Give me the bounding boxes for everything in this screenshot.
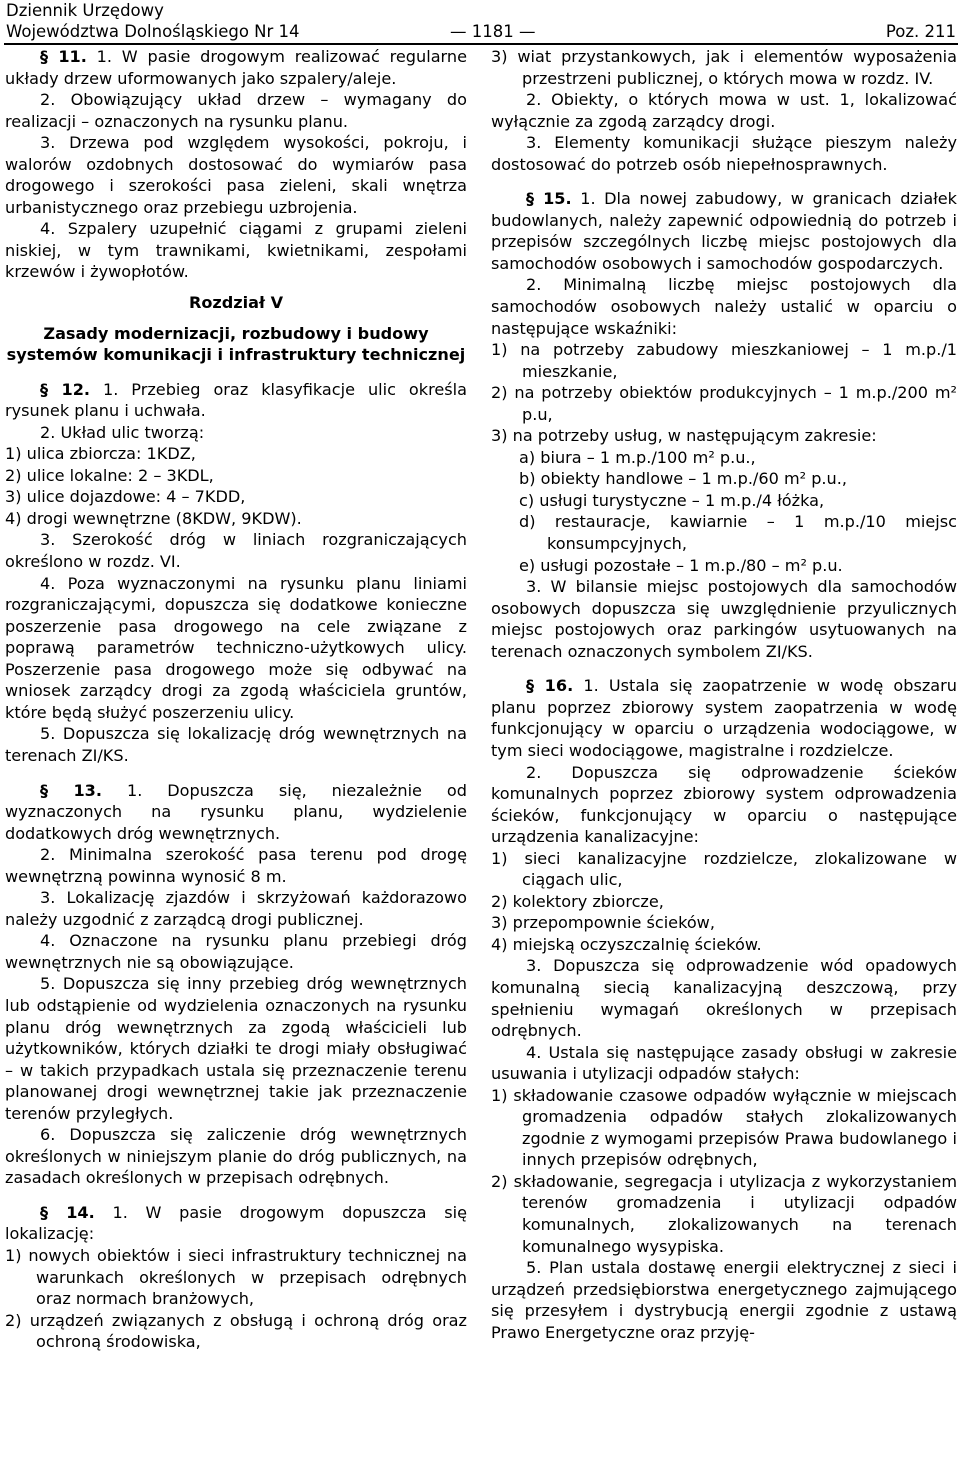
- paragraph-s13-5: 5. Dopuszcza się inny przebieg dróg wewnętrznych lub odstąpienie od wydzielenia oznaczonych na rysunku planu dróg wewnętrznych za zgodą właścicieli lub użytkowników, których działki te drogi miały obsługiwać – w takich przypadkach ustala się przeznaczenie terenu planowanej drogi wewnętrznej takie jak przeznaczenie terenów przyległych.: [5, 974, 467, 1123]
- right-column: [491, 46, 957, 1343]
- list-item: 4) drogi wewnętrzne (8KDW, 9KDW).: [5, 508, 302, 528]
- paragraph-s13-1: § 13. 1. Dopuszcza się, niezależnie od wyznaczonych na rysunku planu, wydzielenie dodatkowych dróg wewnętrznych.: [5, 780, 467, 843]
- paragraph-s11-3: 3. Drzewa pod względem wysokości, pokroju, i walorów ozdobnych dostosować do wymiarów pasa drogowego i szerokości pasa zieleni, skali wnętrza urbanistycznego oraz przebiegu uzbrojenia.: [5, 133, 467, 217]
- paragraph-s14-3: 3. Elementy komunikacji służące pieszym należy dostosować do potrzeb osób niepełnosprawnych.: [491, 133, 957, 174]
- list-item: 1) nowych obiektów i sieci infrastruktury technicznej na warunkach określonych w przepisach odrębnych oraz normach branżowych,: [5, 1245, 467, 1309]
- paragraph-s16-3: 3. Dopuszcza się odprowadzenie wód opadowych komunalną siecią kanalizacyjną deszczową, przy spełnieniu wymagań określonych w przepisach odrębnych.: [491, 956, 957, 1041]
- page-number: — 1181 —: [450, 22, 536, 41]
- list-item: 1) na potrzeby zabudowy mieszkaniowej – 1 m.p./1 mieszkanie,: [491, 340, 957, 381]
- paragraph-s14-2: 2. Obiekty, o których mowa w ust. 1, lokalizować wyłącznie za zgodą zarządcy drogi.: [491, 90, 957, 131]
- sublist-item: e) usługi pozostałe – 1 m.p./80 – m² p.u.: [519, 555, 843, 575]
- section-number: § 15.: [526, 189, 572, 209]
- paragraph-s16-2: 2. Dopuszcza się odprowadzenie ścieków komunalnych poprzez zbiorowy system odprowadzenia ścieków, funkcjonujący w oparciu o następujące urządzenia kanalizacyjne:: [491, 762, 957, 847]
- sublist-item: d) restauracje, kawiarnie – 1 m.p./10 miejsc konsumpcyjnych,: [519, 512, 957, 554]
- paragraph-s16-5: 5. Plan ustala dostawę energii elektrycznej z sieci i urządzeń przedsiębiorstwa energetycznego zajmującego się przesyłem i dystrybucją energii zgodnie z ustawą Prawo Energetyczne oraz przyję-: [491, 1258, 957, 1342]
- section-number: § 11.: [40, 47, 87, 66]
- paragraph-s12-2: 2. Układ ulic tworzą:: [40, 422, 205, 442]
- list-item: 3) na potrzeby usług, w następującym zakresie:: [491, 426, 877, 446]
- list-item: 3) wiat przystankowych, jak i elementów wyposażenia przestrzeni publicznej, o których mowa w rozdz. IV.: [491, 47, 957, 88]
- list-item: 2) kolektory zbiorcze,: [491, 891, 664, 911]
- section-number: § 16.: [526, 676, 574, 696]
- section-number: § 13.: [40, 780, 102, 800]
- paragraph-s15-3: 3. W bilansie miejsc postojowych dla samochodów osobowych dopuszcza się uwzględnienie przyulicznych miejsc postojowych oraz parkingów usytuowanych na terenach oznaczonych symbolem ZI/KS.: [491, 577, 957, 661]
- paragraph-s11-1: § 11. 1. W pasie drogowym realizować regularne układy drzew uformowanych jako szpalery/aleje.: [5, 47, 467, 88]
- section-number: § 12.: [40, 379, 91, 399]
- position-number: Poz. 211: [885, 22, 956, 41]
- chapter-heading: Rozdział V: [188, 293, 284, 313]
- paragraph-s11-2: 2. Obowiązujący układ drzew – wymagany do realizacji – oznaczonych na rysunku planu.: [5, 90, 467, 131]
- header-rule: [4, 43, 958, 45]
- paragraph-s12-4: 4. Poza wyznaczonymi na rysunku planu liniami rozgraniczającymi, dopuszcza się dodatkowe konieczne poszerzenie pasa drogowego na cele związane z poprawą parametrów techniczno-użytkowych ulicy. Poszerzenie pasa drogowego może się odbywać na wniosek zarządcy drogi za zgodą właściciela gruntów, które będą służyć poszerzeniu ulicy.: [5, 573, 467, 722]
- left-column: [5, 46, 467, 1353]
- page-header: [6, 0, 956, 42]
- list-item: 4) miejską oczyszczalnię ścieków.: [491, 934, 762, 954]
- list-item: 2) ulice lokalne: 2 – 3KDL,: [5, 465, 214, 485]
- list-item: 1) ulica zbiorcza: 1KDZ,: [5, 444, 196, 464]
- paragraph-s16-4: 4. Ustala się następujące zasady obsługi w zakresie usuwania i utylizacji odpadów stałych:: [491, 1042, 957, 1084]
- list-item: 2) na potrzeby obiektów produkcyjnych – 1 m.p./200 m² p.u,: [491, 383, 957, 424]
- paragraph-s13-2: 2. Minimalna szerokość pasa terenu pod drogę wewnętrzną powinna wynosić 8 m.: [5, 845, 467, 886]
- paragraph-s13-4: 4. Oznaczone na rysunku planu przebiegi dróg wewnętrznych nie są obowiązujące.: [5, 931, 467, 972]
- list-item: 3) przepompownie ścieków,: [491, 913, 715, 933]
- paragraph-s12-1: § 12. 1. Przebieg oraz klasyfikacje ulic określa rysunek planu i uchwała.: [5, 379, 467, 421]
- paragraph-s14-1: § 14. 1. W pasie drogowym dopuszcza się lokalizację:: [5, 1202, 467, 1244]
- sublist-item: a) biura – 1 m.p./100 m² p.u.,: [519, 447, 756, 467]
- list-item: 2) składowanie, segregacja i utylizacja z wykorzystaniem terenów gromadzenia i utylizacji odpadów komunalnych, zlokalizowanych na terenach komunalnego wysypiska.: [491, 1171, 957, 1256]
- sublist-item: c) usługi turystyczne – 1 m.p./4 łóżka,: [519, 490, 825, 510]
- chapter-title: Zasady modernizacji, rozbudowy i budowy systemów komunikacji i infrastruktury technicznej: [6, 323, 466, 365]
- paragraph-s12-5: 5. Dopuszcza się lokalizację dróg wewnętrznych na terenach ZI/KS.: [5, 724, 467, 765]
- paragraph-s13-6: 6. Dopuszcza się zaliczenie dróg wewnętrznych określonych w niniejszym planie do dróg publicznych, na zasadach określonych w przepisach odrębnych.: [5, 1125, 467, 1188]
- paragraph-s15-1: § 15. 1. Dla nowej zabudowy, w granicach działek budowlanych, należy zapewnić odpowiednią do potrzeb i przepisów szczególnych liczbę miejsc postojowych dla samochodów osobowych i samochodów gospodarczych.: [491, 189, 957, 273]
- paragraph-s16-1: § 16. 1. Ustala się zaopatrzenie w wodę obszaru planu poprzez zbiorowy system zaopatrzenia w wodę funkcjonujący w oparciu o urządzenia wodociągowe, w tym sieci wodociągowe, magistralne i rozdzielcze.: [491, 676, 957, 760]
- list-item: 1) sieci kanalizacyjne rozdzielcze, zlokalizowane w ciągach ulic,: [491, 848, 957, 890]
- list-item: 3) ulice dojazdowe: 4 – 7KDD,: [5, 487, 246, 507]
- paragraph-s15-2: 2. Minimalną liczbę miejsc postojowych dla samochodów osobowych należy ustalić w oparciu o następujące wskaźniki:: [491, 275, 957, 338]
- list-item: 1) składowanie czasowe odpadów wyłącznie w miejscach gromadzenia odpadów stałych zlokalizowanych zgodnie z wymogami przepisów Prawa budowlanego i innych przepisów odrębnych,: [491, 1085, 957, 1170]
- sublist-item: b) obiekty handlowe – 1 m.p./60 m² p.u.,: [519, 469, 847, 489]
- paragraph-s12-3: 3. Szerokość dróg w liniach rozgraniczających określono w rozdz. VI.: [5, 530, 467, 572]
- section-number: § 14.: [40, 1202, 95, 1222]
- publication-subtitle: Województwa Dolnośląskiego Nr 14: [6, 22, 300, 41]
- paragraph-s13-3: 3. Lokalizację zjazdów i skrzyżowań każdorazowo należy uzgodnić z zarządcą drogi publicznej.: [5, 888, 467, 929]
- list-item: 2) urządzeń związanych z obsługą i ochroną dróg oraz ochroną środowiska,: [5, 1310, 467, 1352]
- paragraph-s11-4: 4. Szpalery uzupełnić ciągami z grupami zieleni niskiej, w tym trawnikami, kwietnikami, zespołami krzewów i żywopłotów.: [5, 219, 467, 282]
- publication-title: Dziennik Urzędowy: [6, 1, 164, 20]
